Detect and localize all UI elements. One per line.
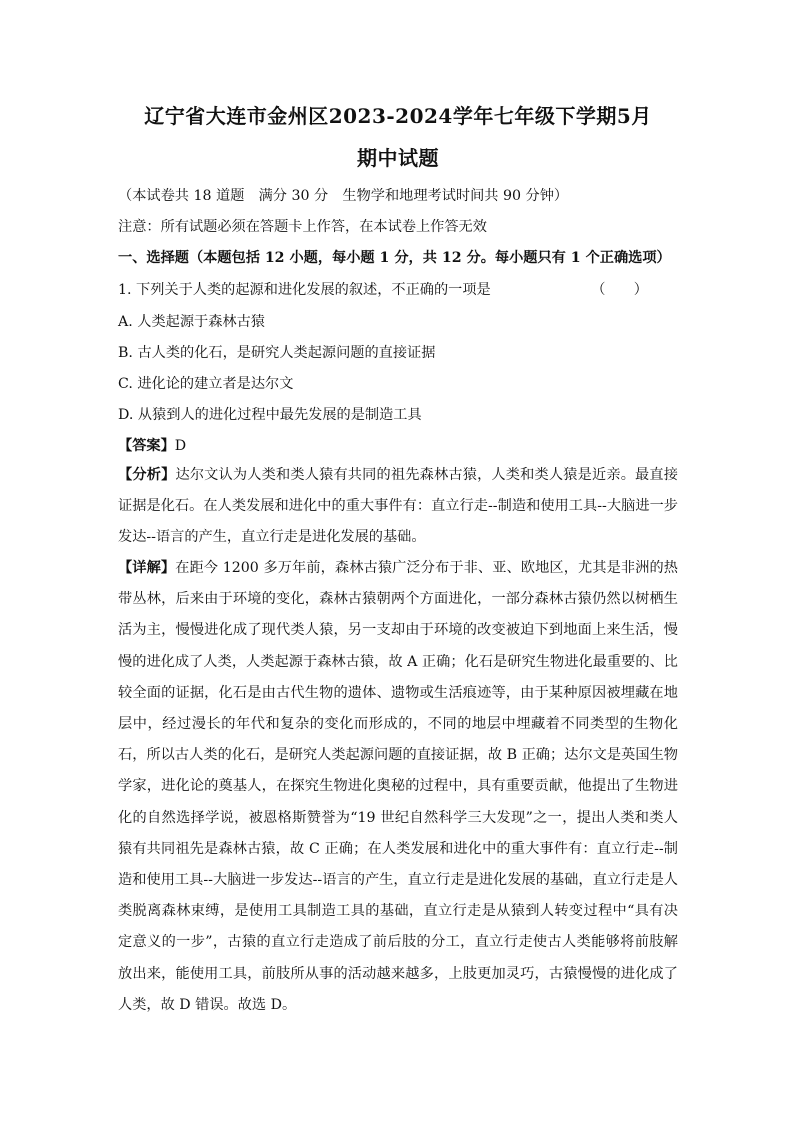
section-heading: 一、选择题（本题包括 12 小题，每小题 1 分，共 12 分。每小题只有 1 个正确选项） bbox=[118, 250, 671, 266]
analysis-paragraph bbox=[118, 460, 678, 554]
notice: 注意：所有试题必须在答题卡上作答，在本试卷上作答无效 bbox=[118, 219, 487, 235]
option-b: B. 古人类的化石，是研究人类起源问题的直接证据 bbox=[118, 345, 436, 361]
detail-paragraph bbox=[118, 553, 678, 1021]
option-a: A. 人类起源于森林古猿 bbox=[118, 314, 265, 330]
question-stem: 1. 下列关于人类的起源和进化发展的叙述，不正确的一项是 bbox=[118, 282, 491, 298]
option-c: C. 进化论的建立者是达尔文 bbox=[118, 376, 294, 392]
question-stem-row bbox=[118, 280, 678, 300]
document-title-line-1: 辽宁省大连市金州区2023-2024学年七年级下学期5月 bbox=[144, 104, 652, 128]
answer-parentheses: （ ） bbox=[591, 282, 648, 298]
detail-text: 在距今 1200 多万年前，森林古猿广泛分布于非、亚、欧地区，尤其是非洲的热带丛林，后来由于环境的变化，森林古猿朝两个方面进化，一部分森林古猿仍然以树栖生活为主，慢慢进化成了现代类人猿，另一支却由于环境的改变被迫下到地面上来生活，慢慢的进化成了人类，人类起源于森林古猿，故 A 正确；化石是研究生物进化最重要的、比较全面的证据，化石是由古代生物的遗体、遗物或生活痕迹等，由于某种原因被埋藏在地层中，经过漫长的年代和复杂的变化而形成的，不同的地层中埋藏着不同类型的生物化石，所以古人类的化石，是研究人类起源问题的直接证据，故 B 正确；达尔文是英国生物学家，进化论的奠基人，在探究生物进化奥秘的过程中，具有重要贡献，他提出了生物进化的自然选择学说，被恩格斯赞誉为“19 世纪自然科学三大发现”之一，提出人类和类人猿有共同祖先是森林古猿，故 C 正确；在人类发展和进化中的重大事件有：直立行走--制造和使用工具--大脑进一步发达--语言的产生，直立行走是进化发展的基础，直立行走是人类脱离森林束缚，是使用工具制造工具的基础，直立行走是从猿到人转变过程中“具有决定意义的一步”，古猿的直立行走造成了前后肢的分工，直立行走使古人类能够将前肢解放出来，能使用工具，前肢所从事的活动越来越多，上肢更加灵巧，古猿慢慢的进化成了人类，故 D 错误。故选 D。 bbox=[118, 560, 678, 1013]
option-d: D. 从猿到人的进化过程中最先发展的是制造工具 bbox=[118, 407, 422, 423]
answer-value: D bbox=[174, 438, 187, 454]
answer-row bbox=[118, 436, 678, 456]
document-title-line-2: 期中试题 bbox=[357, 146, 439, 170]
analysis-text: 达尔文认为人类和类人猿有共同的祖先森林古猿，人类和类人猿是近亲。最直接证据是化石。在人类发展和进化中的重大事件有：直立行走--制造和使用工具--大脑进一步发达--语言的产生，直立行走是进化发展的基础。 bbox=[118, 467, 678, 546]
analysis-label: 【分析】 bbox=[118, 467, 176, 483]
exam-info: （本试卷共 18 道题 满分 30 分 生物学和地理考试时间共 90 分钟） bbox=[118, 188, 569, 204]
answer-label: 【答案】 bbox=[118, 438, 175, 454]
detail-label: 【详解】 bbox=[118, 560, 176, 576]
